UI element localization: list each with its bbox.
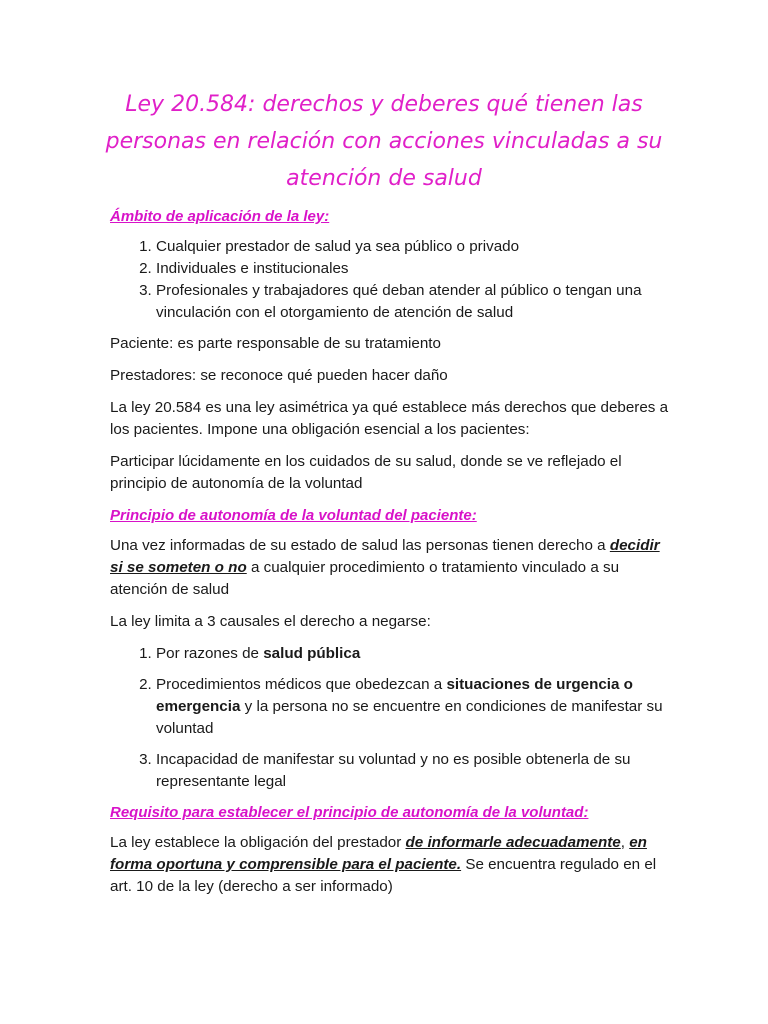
causales-list [110, 643, 670, 793]
section-heading-requisito: Requisito para establecer el principio de autonomía de la voluntad: [110, 804, 589, 821]
list-item: 2. Individuales e institucionales [156, 258, 670, 280]
emphasis-decidir: decidir si se someten o no [110, 537, 660, 576]
list-item: 2. Procedimientos médicos que obedezcan a situaciones de urgencia o emergencia y la persona no se encuentre en condiciones de manifestar su voluntad [156, 674, 670, 740]
paragraph-informadas: Una vez informadas de su estado de salud las personas tienen derecho a decidir si se someten o no a cualquier procedimiento o tratamiento vinculado a su atención de salud [110, 537, 660, 598]
list-item: 3. Profesionales y trabajadores qué deban atender al público o tengan una vinculación con el otorgamiento de atención de salud [156, 280, 670, 324]
section-heading-ambito: Ámbito de aplicación de la ley: [110, 208, 330, 225]
paragraph-asimetrica: La ley 20.584 es una ley asimétrica ya qué establece más derechos que deberes a los pacientes. Impone una obligación esencial a los pacientes: [110, 399, 669, 438]
paragraph-obligacion: La ley establece la obligación del prestador de informarle adecuadamente, en forma oportuna y comprensible para el paciente. Se encuentra regulado en el art. 10 de la ley (derecho a ser informado) [110, 834, 657, 895]
paragraph-limita: La ley limita a 3 causales el derecho a negarse: [110, 613, 431, 630]
emphasis-oportuna: en forma oportuna y comprensible para el paciente. [110, 834, 647, 873]
ambito-list [110, 236, 670, 324]
emphasis-urgencia: situaciones de urgencia o emergencia [156, 676, 633, 715]
list-item: 1. Por razones de salud pública [156, 643, 670, 665]
paragraph-paciente: Paciente: es parte responsable de su tratamiento [110, 335, 441, 352]
list-item: 1. Cualquier prestador de salud ya sea público o privado [156, 236, 670, 258]
document-title: Ley 20.584: derechos y deberes qué tienen las personas en relación con acciones vinculadas a su atención de salud [105, 92, 663, 191]
paragraph-prestadores: Prestadores: se reconoce qué pueden hacer daño [110, 367, 448, 384]
emphasis-salud-publica: salud pública [263, 645, 361, 662]
document-body [110, 206, 670, 908]
paragraph-participar: Participar lúcidamente en los cuidados de su salud, donde se ve reflejado el principio de autonomía de la voluntad [110, 453, 622, 492]
list-item: 3. Incapacidad de manifestar su voluntad y no es posible obtenerla de su representante legal [156, 749, 670, 793]
emphasis-informarle: de informarle adecuadamente [405, 834, 621, 851]
section-heading-principio: Principio de autonomía de la voluntad del paciente: [110, 507, 477, 524]
